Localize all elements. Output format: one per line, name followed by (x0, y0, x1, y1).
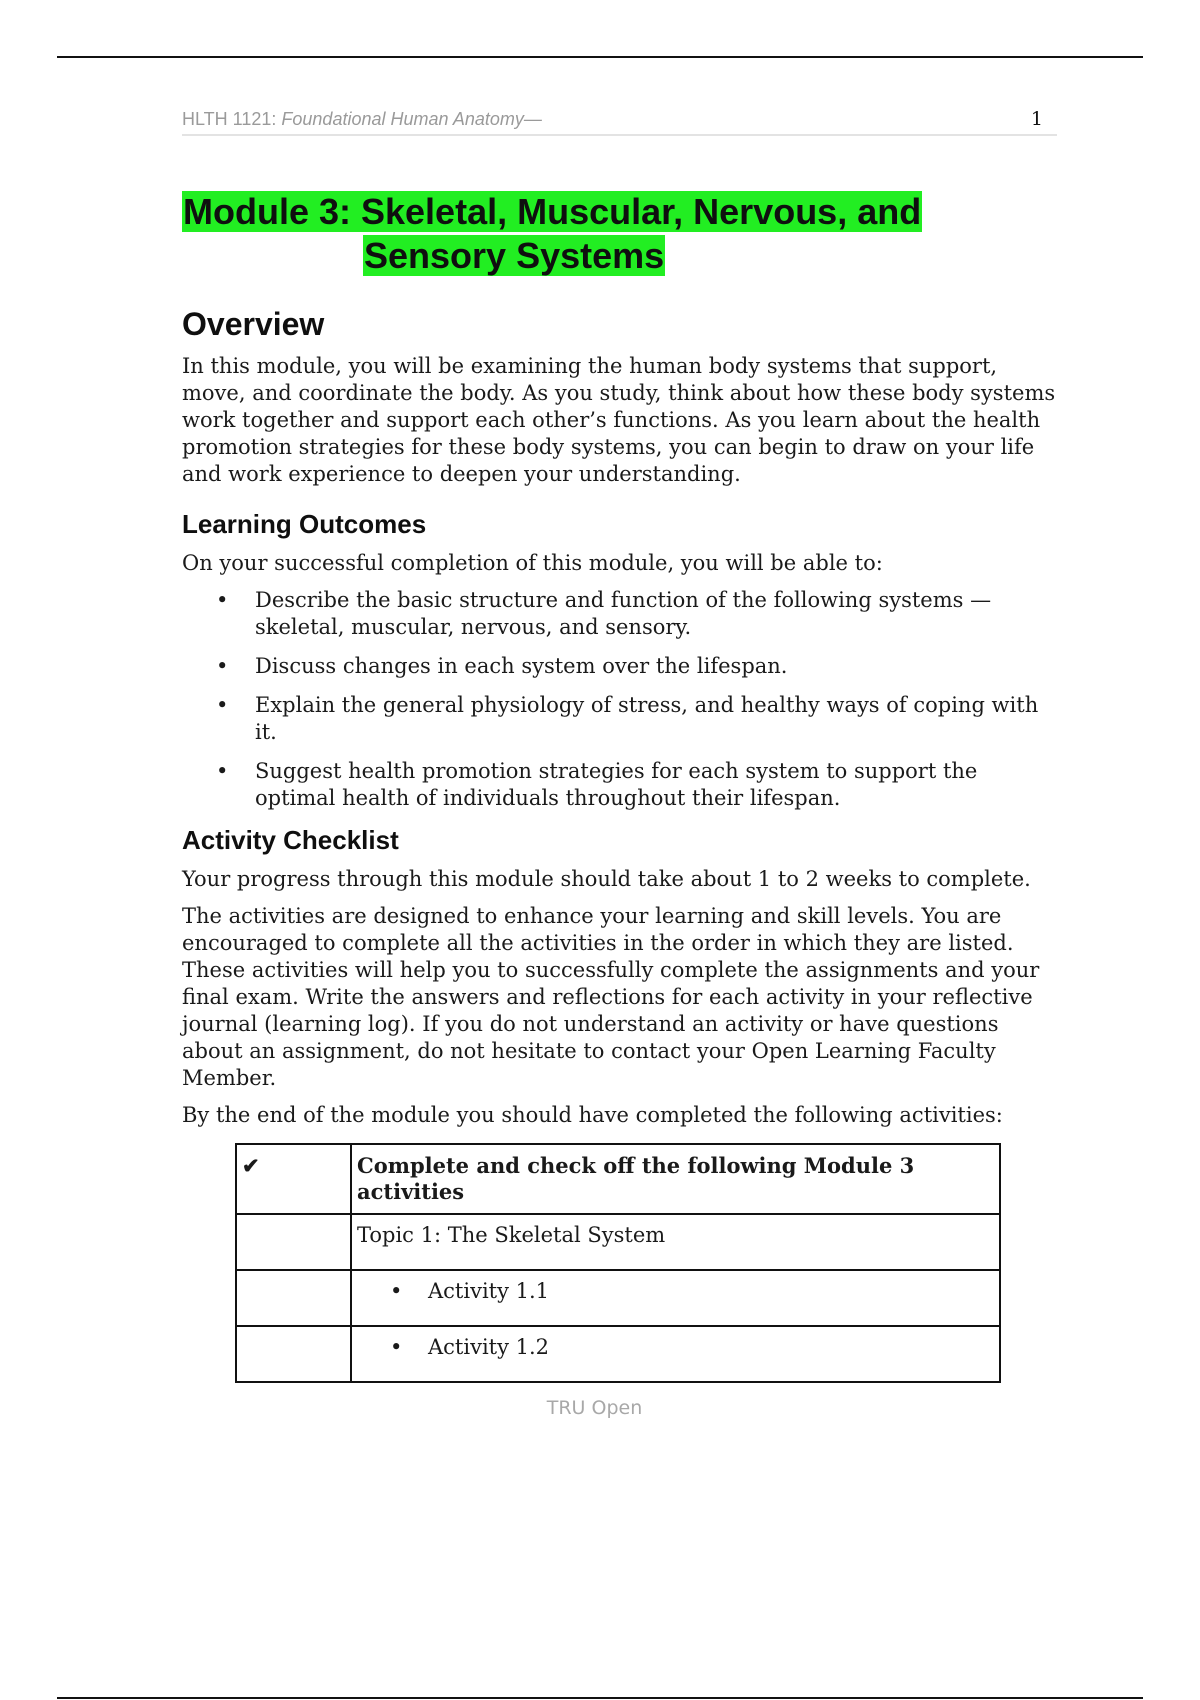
activity-label: Activity 1.1 (428, 1279, 550, 1303)
check-cell[interactable] (236, 1326, 351, 1382)
activity-label: Activity 1.2 (428, 1335, 550, 1359)
module-title-line2: Sensory Systems (364, 235, 665, 276)
activity-checklist-table (235, 1143, 1001, 1383)
overview-text: In this module, you will be examining the human body systems that support, move, and coordinate the body. As you study, think about how these body systems work together and support each other’s functions. As you learn about the health promotion strategies for these body systems, you can begin to draw on your life and work experience to deepen your understanding. (182, 354, 1056, 486)
table-row (236, 1214, 1000, 1270)
bottom-rule (57, 1697, 1143, 1699)
check-cell[interactable] (236, 1214, 351, 1270)
page-number: 1 (1030, 108, 1043, 130)
learning-outcomes-heading: Learning Outcomes (182, 509, 427, 539)
page-footer: TRU Open (546, 1397, 643, 1419)
list-item (182, 758, 1057, 812)
learning-outcomes-list (182, 587, 1057, 812)
outcome-text: Explain the general physiology of stress, and healthy ways of coping with it. (255, 693, 1039, 744)
outcome-text: Suggest health promotion strategies for each system to support the optimal health of individuals throughout their lifespan. (255, 759, 978, 810)
top-rule (57, 56, 1143, 58)
course-title: Foundational Human Anatomy— (281, 109, 542, 129)
bullet-icon: • (216, 654, 229, 678)
bullet-icon: • (390, 1279, 403, 1303)
running-header (182, 100, 1057, 136)
module-title (182, 190, 1057, 278)
bullet-icon: • (390, 1335, 403, 1359)
completion-intro: By the end of the module you should have completed the following activities: (182, 1103, 1003, 1127)
course-code: HLTH 1121: (182, 109, 277, 129)
activity-cell (351, 1326, 1000, 1382)
module-title-line1: Module 3: Skeletal, Muscular, Nervous, and (183, 191, 922, 232)
table-header-text: Complete and check off the following Module 3 activities (357, 1153, 915, 1204)
check-cell[interactable] (236, 1270, 351, 1326)
list-item (182, 587, 1057, 641)
progress-text: Your progress through this module should take about 1 to 2 weeks to complete. (182, 867, 1031, 891)
bullet-icon: • (216, 759, 229, 783)
list-item (182, 692, 1057, 746)
bullet-icon: • (216, 693, 229, 717)
table-row (236, 1326, 1000, 1382)
table-header-row (236, 1144, 1000, 1214)
outcome-text: Describe the basic structure and function of the following systems —skeletal, muscular, nervous, and sensory. (255, 588, 992, 639)
list-item (182, 653, 1057, 680)
activities-description: The activities are designed to enhance your learning and skill levels. You are encouraged to complete all the activities in the order in which they are listed. These activities will help you to successfully complete the assignments and your final exam. Write the answers and reflections for each activity in your reflective journal (learning log). If you do not understand an activity or have questions about an assignment, do not hesitate to contact your Open Learning Faculty Member. (182, 904, 1040, 1090)
course-label (182, 109, 542, 130)
outcome-text: Discuss changes in each system over the lifespan. (255, 654, 788, 678)
activity-checklist-heading: Activity Checklist (182, 825, 399, 855)
checkmark-icon: ✔ (236, 1144, 351, 1214)
table-header-cell (351, 1144, 1000, 1214)
overview-heading: Overview (182, 306, 325, 342)
topic-cell: Topic 1: The Skeletal System (351, 1214, 1000, 1270)
bullet-icon: • (216, 588, 229, 612)
learning-outcomes-intro: On your successful completion of this module, you will be able to: (182, 551, 883, 575)
activity-cell (351, 1270, 1000, 1326)
table-row (236, 1270, 1000, 1326)
document-page (182, 100, 1057, 1419)
